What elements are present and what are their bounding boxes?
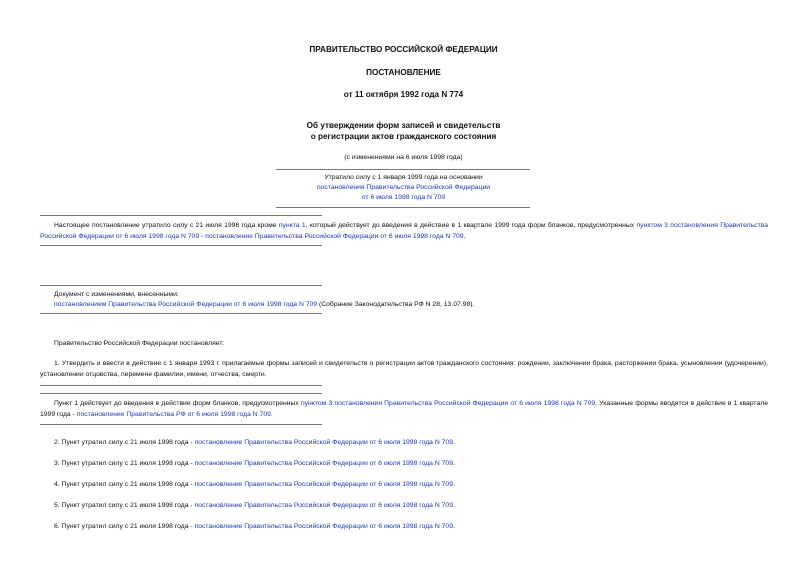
status-top-rule: [276, 169, 530, 170]
item-1-note: Пункт 1 действует до введения в действие форм бланков, предусмотренных пунктом 3 постановления Правительства Российской Федерации от 6 июля 1998 года N 709. Указанные формы вводятся в действие в 1 квартале 1999 года - постановление Правительства РФ от 6 июля 1998 года N 709.: [40, 400, 768, 418]
item-1-note-top-rule: [40, 393, 322, 394]
item-2-link[interactable]: постановление Правительства Российской Федерации от 6 июля 1998 года N 709: [194, 439, 453, 446]
notice-top-rule: [40, 215, 322, 216]
item-1-link[interactable]: пункта 1: [278, 222, 306, 229]
changes-link[interactable]: постановлением Правительства Российской Федерации от 6 июля 1998 года N 709: [54, 301, 318, 308]
item-1-note-bottom-rule: [40, 424, 322, 425]
item-4-link[interactable]: постановление Правительства Российской Федерации от 6 июля 1998 года N 709: [194, 481, 453, 488]
item-2: 2. Пункт утратил силу с 21 июля 1998 года - постановление Правительства Российской Федерации от 6 июля 1998 года N 709.: [54, 439, 455, 446]
document-title-line-1: Об утверждении форм записей и свидетельств: [306, 121, 501, 130]
item-1-note-link-1[interactable]: пунктом 3 постановления Правительства Российской Федерации от 6 июля 1998 года N 709: [300, 400, 596, 407]
item-4: 4. Пункт утратил силу с 21 июля 1998 года - постановление Правительства Российской Федерации от 6 июля 1998 года N 709.: [54, 481, 455, 488]
government-heading: ПРАВИТЕЛЬСТВО РОССИЙСКОЙ ФЕДЕРАЦИИ: [309, 45, 498, 54]
status-bottom-rule: [276, 207, 530, 208]
item-1-rule: [40, 385, 322, 386]
resolution-709-link[interactable]: постановление Правительства Российской Федерации от 6 июля 1998 года N 709: [205, 233, 464, 240]
changes-label: Документ с изменениями, внесенными:: [54, 291, 179, 298]
item-5-link[interactable]: постановление Правительства Российской Федерации от 6 июля 1998 года N 709: [194, 502, 453, 509]
notice-bottom-rule: [40, 245, 322, 246]
amendments-note: (с изменениями на 6 июля 1998 года): [344, 154, 463, 161]
item-6-link[interactable]: постановление Правительства Российской Федерации от 6 июля 1998 года N 709: [194, 523, 453, 530]
item-5: 5. Пункт утратил силу с 21 июля 1998 года - постановление Правительства Российской Федерации от 6 июля 1998 года N 709.: [54, 502, 455, 509]
item-3-link[interactable]: постановление Правительства Российской Федерации от 6 июля 1998 года N 709: [194, 460, 453, 467]
item-1: 1. Утвердить и ввести в действие с 1 января 1993 г. прилагаемые формы записей и свидетельств о регистрации актов гражданского состояния: рождении, заключении брака, расторжении брака, усыновлении (удочерении), установлении отцовства, перемене фамилии, имени, отчества, смерти.: [40, 360, 768, 378]
document-title-line-2: о регистрации актов гражданского состояния: [310, 132, 497, 141]
status-link-2[interactable]: от 6 июля 1998 года N 709: [361, 194, 446, 201]
changes-bottom-rule: [40, 313, 322, 314]
document-date-number: от 11 октября 1992 года N 774: [343, 90, 464, 99]
intro-text: Правительство Российской Федерации постановляет:: [54, 340, 225, 347]
item-6: 6. Пункт утратил силу с 21 июля 1998 года - постановление Правительства Российской Федерации от 6 июля 1998 года N 709.: [54, 523, 455, 530]
document-type: ПОСТАНОВЛЕНИЕ: [366, 68, 441, 77]
lapse-notice: Настоящее постановление утратило силу с 21 июля 1998 года кроме пункта 1, который действует до введения в действие в 1 квартале 1999 года форм бланков, предусмотренных пунктом 3 постановления Правительства Российской Федерации от 6 июля 1998 года N 709 - постановление Правительства Российской Федерации от 6 июля 1998 года N 709.: [40, 222, 768, 240]
item-3: 3. Пункт утратил силу с 21 июля 1998 года - постановление Правительства Российской Федерации от 6 июля 1998 года N 709.: [54, 460, 455, 467]
status-text: Утратило силу с 1 января 1999 года на основании: [324, 174, 483, 181]
changes-top-rule: [40, 285, 322, 286]
item-1-note-link-2[interactable]: постановление Правительства РФ от 6 июля 1998 года N 709: [76, 411, 271, 418]
status-link-1[interactable]: постановления Правительства Российской Федерации: [316, 184, 491, 191]
changes-line: постановлением Правительства Российской Федерации от 6 июля 1998 года N 709 (Собрание Законодательства РФ N 28, 13.07.98).: [54, 301, 475, 308]
resolution-709-item-3-link[interactable]: пунктом 3 постановления Правительства Российской Федерации от 6 июля 1998 года N 709: [40, 222, 768, 240]
